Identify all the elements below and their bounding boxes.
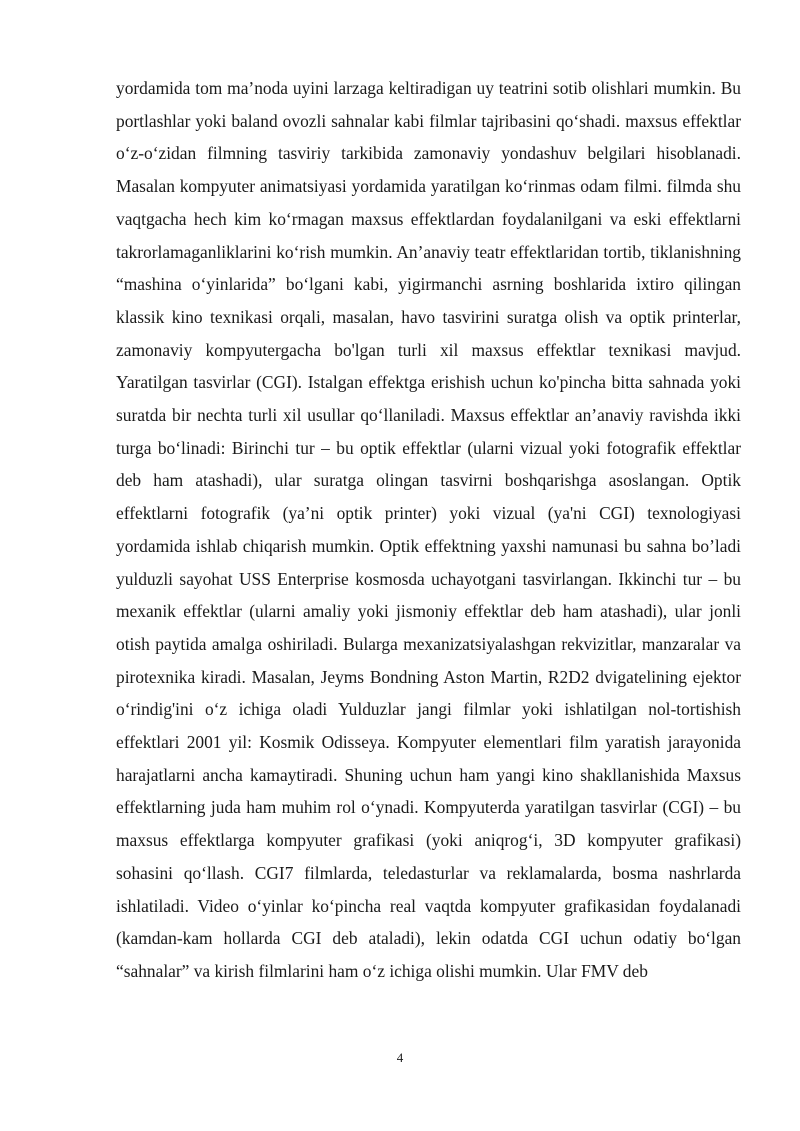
page-number: 4 <box>396 1050 404 1065</box>
body-paragraph: yordamida tom ma’noda uyini larzaga keltiradigan uy teatrini sotib olishlari mumkin. Bu portlashlar yoki baland ovozli sahnalar kabi filmlar tajribasini qo‘shadi. maxsus effektlar o‘z-o‘zidan filmning tasviriy tarkibida zamonaviy yondashuv belgilari hisoblanadi. Masalan kompyuter animatsiyasi yordamida yaratilgan ko‘rinmas odam filmi. filmda shu vaqtgacha hech kim ko‘rmagan maxsus effektlardan foydalanilgani va eski effektlarni takrorlamaganliklarini ko‘rish mumkin. An’anaviy teatr effektlaridan tortib, tiklanishning “mashina o‘yinlarida” bo‘lgani kabi, yigirmanchi asrning boshlarida ixtiro qilingan klassik kino texnikasi orqali, masalan, havo tasvirini suratga olish va optik printerlar, zamonaviy kompyutergacha bo'lgan turli xil maxsus effektlar texnikasi mavjud. Yaratilgan tasvirlar (CGI). Istalgan effektga erishish uchun ko'pincha bitta sahnada yoki suratda bir nechta turli xil usullar qo‘llaniladi. Maxsus effektlar an’anaviy ravishda ikki turga bo‘linadi: Birinchi tur – bu optik effektlar (ularni vizual yoki fotografik effektlar deb ham atashadi), ular suratga olingan tasvirni boshqarishga asoslangan. Optik effektlarni fotografik (ya’ni optik printer) yoki vizual (ya'ni CGI) texnologiyasi yordamida ishlab chiqarish mumkin. Optik effektning yaxshi namunasi bu sahna bo’ladi yulduzli sayohat USS Enterprise kosmosda uchayotgani tasvirlangan. Ikkinchi tur – bu mexanik effektlar (ularni amaliy yoki jismoniy effektlar deb ham atashadi), ular jonli otish paytida amalga oshiriladi. Bularga mexanizatsiyalashgan rekvizitlar, manzaralar va pirotexnika kiradi. Masalan, Jeyms Bondning Aston Martin, R2D2 dvigatelining ejektor o‘rindig'ini o‘z ichiga oladi Yulduzlar jangi filmlar yoki ishlatilgan nol-tortishish effektlari 2001 yil: Kosmik Odisseya. Kompyuter elementlari film yaratish jarayonida harajatlarni ancha kamaytiradi. Shuning uchun ham yangi kino shakllanishida Maxsus effektlarning juda ham muhim rol o‘ynadi. Kompyuterda yaratilgan tasvirlar (CGI) – bu maxsus effektlarga kompyuter grafikasi (yoki aniqrog‘i, 3D kompyuter grafikasi) sohasini qo‘llash. CGI7 filmlarda, teledasturlar va reklamalarda, bosma nashrlarda ishlatiladi. Video o‘yinlar ko‘pincha real vaqtda kompyuter grafikasidan foydalanadi (kamdan-kam hollarda CGI deb ataladi), lekin odatda CGI uchun odatiy bo‘lgan “sahnalar” va kirish filmlarini ham o‘z ichiga olishi mumkin. Ular FMV deb <box>116 78 741 981</box>
